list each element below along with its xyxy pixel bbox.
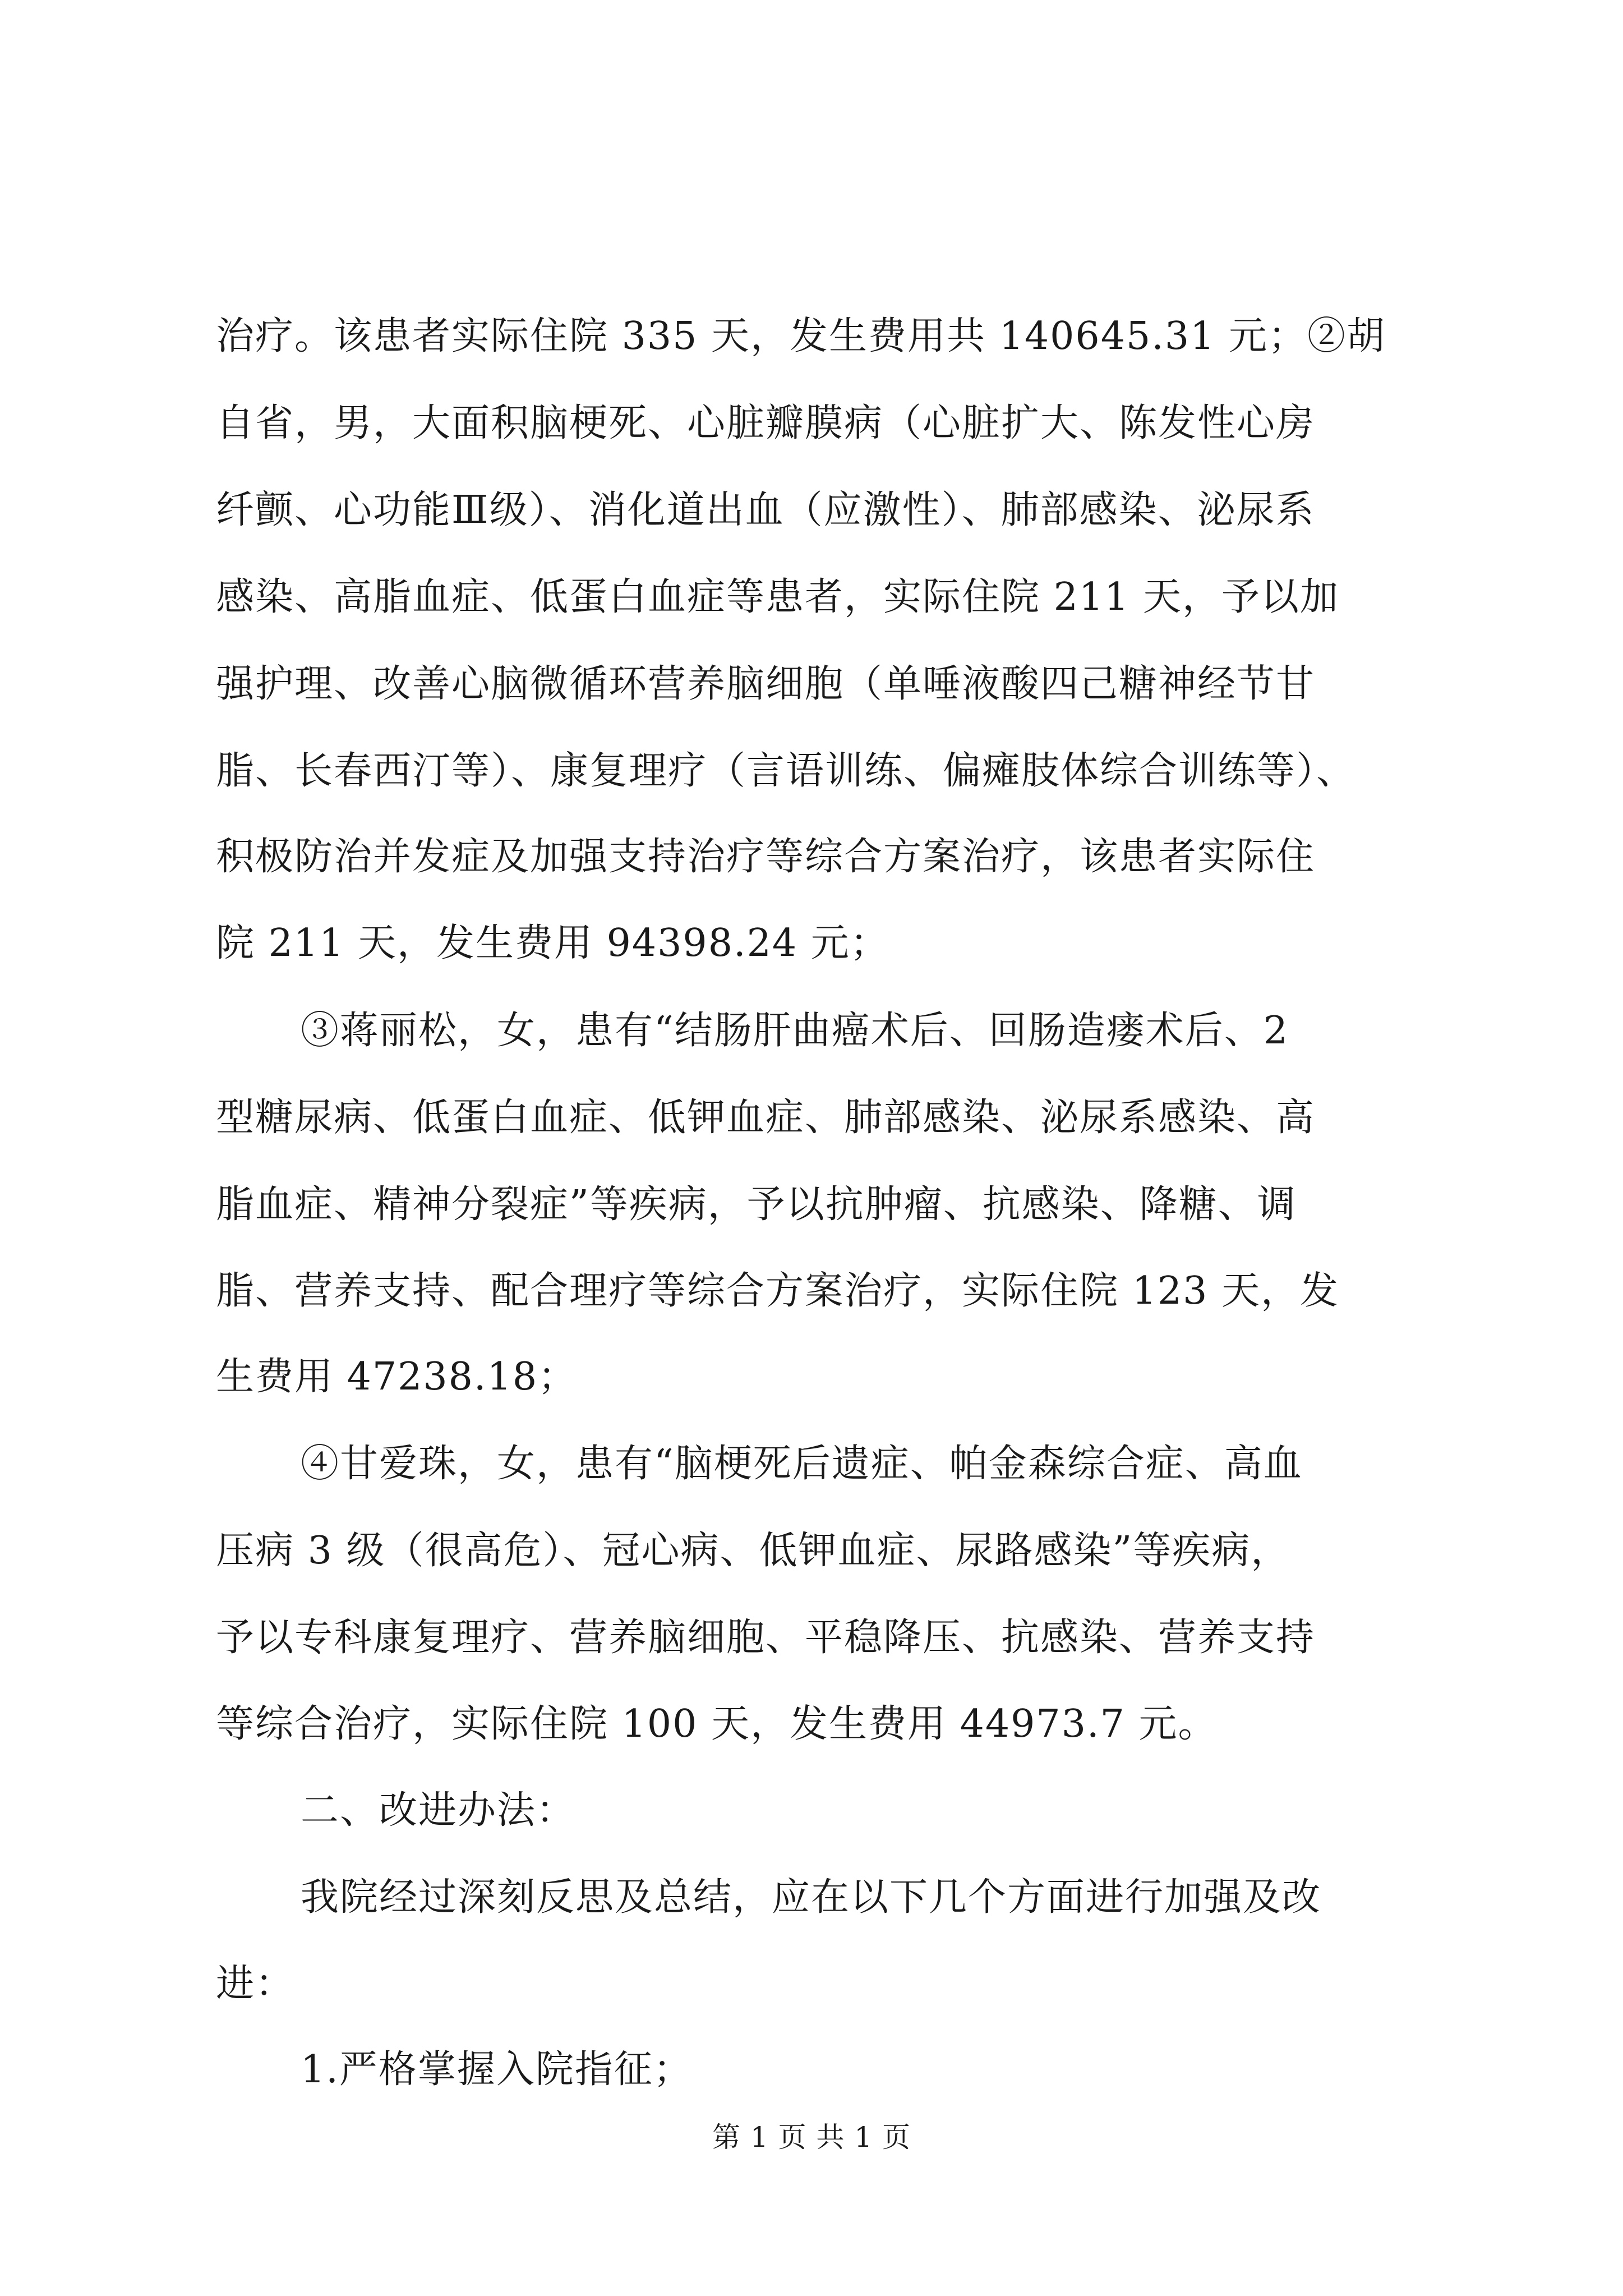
section-heading: 二、改进办法： (301, 1788, 576, 1833)
text-line: 自省，男，大面积脑梗死、心脏瓣膜病（心脏扩大、陈发性心房 (216, 401, 1316, 445)
paragraph-first-line: 我院经过深刻反思及总结，应在以下几个方面进行加强及改 (301, 1875, 1322, 1920)
text-line: 积极防治并发症及加强支持治疗等综合方案治疗，该患者实际住 (216, 835, 1316, 879)
text-line: 脂血症、精神分裂症”等疾病，予以抗肿瘤、抗感染、降糖、调 (216, 1182, 1297, 1227)
text-line: 生费用 47238.18； (216, 1355, 578, 1399)
text-line: 治疗。该患者实际住院 335 天，发生费用共 140645.31 元；②胡 (216, 314, 1386, 358)
text-line: 院 211 天，发生费用 94398.24 元； (216, 921, 889, 965)
text-line: 予以专科康复理疗、营养脑细胞、平稳降压、抗感染、营养支持 (216, 1616, 1316, 1660)
text-line: 型糖尿病、低蛋白血症、低钾血症、肺部感染、泌尿系感染、高 (216, 1096, 1316, 1140)
text-line: 进： (216, 1962, 295, 2006)
page-footer: 第 1 页 共 1 页 (712, 2121, 911, 2154)
text-line: 脂、长春西汀等）、康复理疗（言语训练、偏瘫肢体综合训练等）、 (216, 749, 1356, 793)
paragraph-first-line: ③蒋丽松，女，患有“结肠肝曲癌术后、回肠造瘘术后、2 (301, 1009, 1289, 1053)
text-line: 强护理、改善心脑微循环营养脑细胞（单唾液酸四己糖神经节甘 (216, 662, 1316, 706)
text-line: 纤颤、心功能Ⅲ级）、消化道出血（应激性）、肺部感染、泌尿系 (216, 488, 1315, 532)
paragraph-first-line: ④甘爱珠，女，患有“脑梗死后遗症、帕金森综合症、高血 (301, 1442, 1303, 1486)
text-line: 脂、营养支持、配合理疗等综合方案治疗，实际住院 123 天，发 (216, 1269, 1340, 1313)
list-item: 1.严格掌握入院指征； (301, 2047, 693, 2092)
text-line: 感染、高脂血症、低蛋白血症等患者，实际住院 211 天，予以加 (216, 575, 1340, 619)
text-line: 等综合治疗，实际住院 100 天，发生费用 44973.7 元。 (216, 1702, 1218, 1746)
text-line: 压病 3 级（很高危）、冠心病、低钾血症、尿路感染”等疾病， (216, 1529, 1290, 1573)
